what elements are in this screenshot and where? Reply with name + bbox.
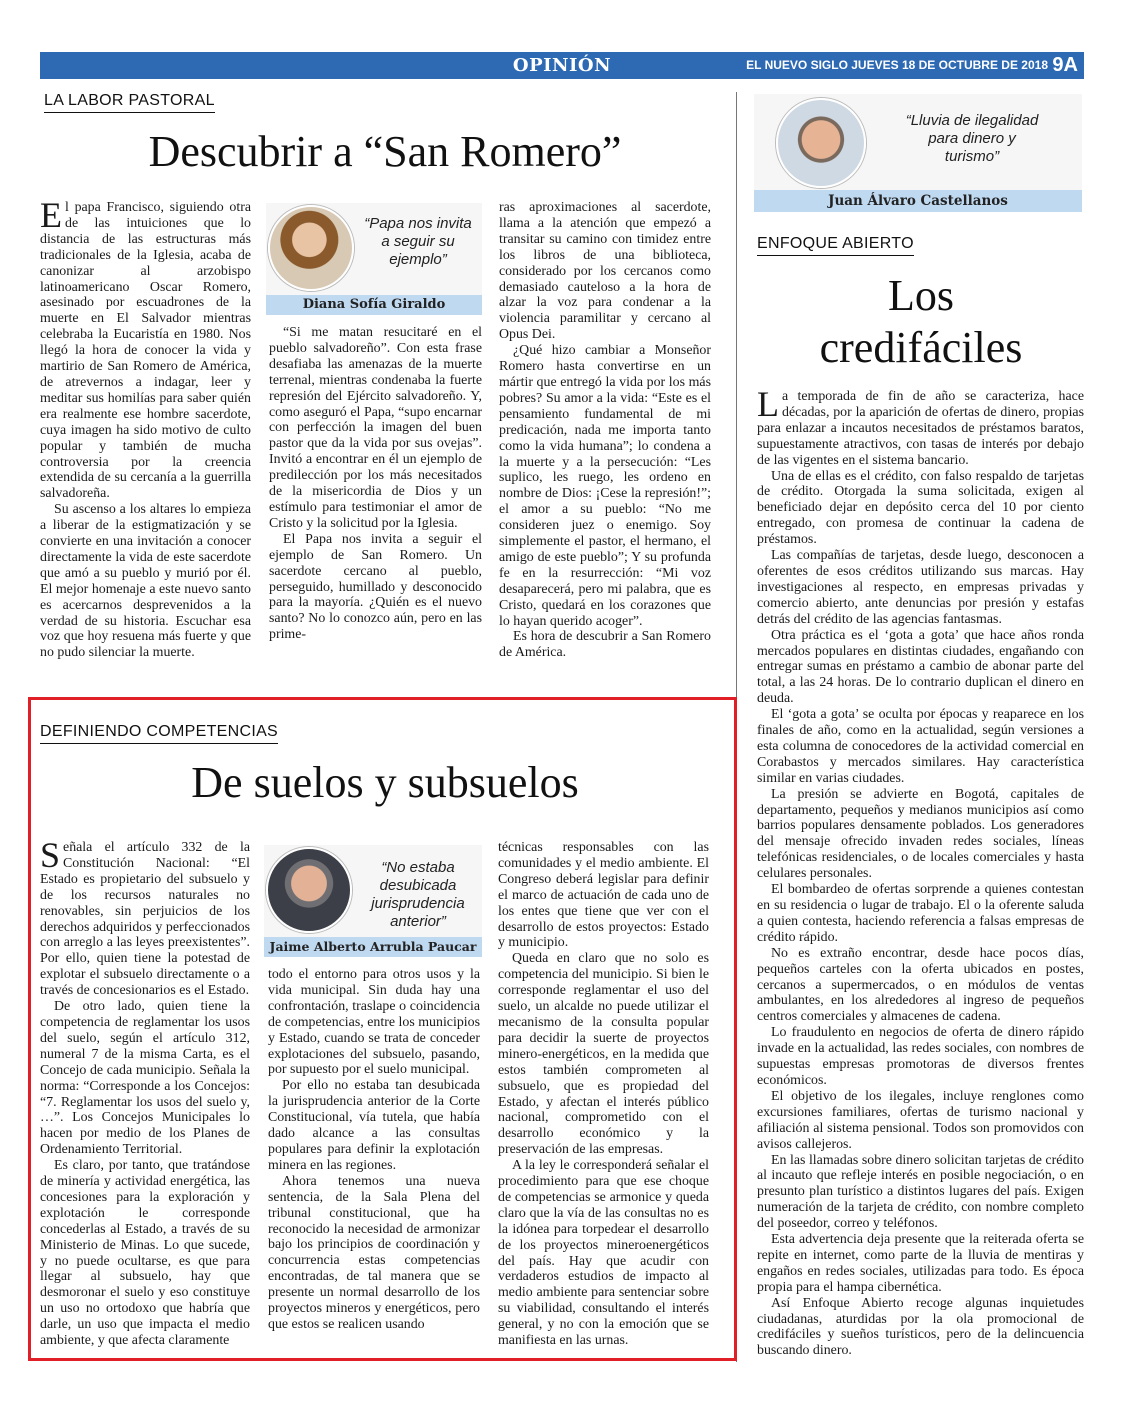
- dropcap: E: [40, 195, 62, 235]
- article3-title: [756, 270, 1086, 374]
- article1-kicker: LA LABOR PASTORAL: [44, 92, 215, 113]
- quote-box-giraldo: [266, 203, 482, 315]
- article1-column-2: “Si me matan resucitaré en el pueblo salvadoreño”. Con esta frase desafiaba las amenazas de la muerte terrenal, mientras condenaba la fuerte represión del Ejército salvadoreño. Y, como aseguró el Papa, “supo encarnar con perfección la imagen del buen pastor que da la vida por sus ovejas”. Invitó a encontrar en él un ejemplo de predilección por los más necesitados de la misericordia de Dios y un estímulo para testimoniar el amor de Cristo y la solicitud por la Iglesia. El Papa nos invita a seguir el ejemplo de San Romero. Un sacerdote cercano al pueblo, perseguido, humillado y desconocido para la mayoría. ¿Quién es el nuevo santo? No lo conozco aún, pero en las prime-: [269, 325, 482, 643]
- pull-quote: “Papa nos invita a seguir su ejemplo”: [364, 215, 472, 268]
- article1-column-3: ras aproximaciones al sacerdote, llama a la atención que empezó a transitar su camino con timidez entre los libros de una biblioteca, considerado por los cercanos como demasiado cauteloso a la hora de alzar la voz para condenar a la violencia paramilitar y cercano al Opus Dei. ¿Qué hizo cambiar a Monseñor Romero hasta convertirse en un mártir que entregó la vida por los más pobres? Su amor a la vida: “Este es el pensamiento fundamental de mi predicación, nada me importa tanto como la vida humana”; lo condena a la muerte y a la persecución: “Les suplico, les ruego, les ordeno en nombre de Dios: ¡Cese la represión!”; el amor a su pueblo: “No me consideren juez o enemigo. Soy simplemente el pastor, el hermano, el amigo de este pueblo”; Y su profunda fe en la resurrección: “Mi voz desaparecerá, pero mi palabra, que es Cristo, quedará en los corazones que lo hayan querido acoger”. Es hora de descubrir a San Romero de América.: [499, 200, 711, 661]
- page-number: 9A: [1052, 54, 1078, 76]
- article3-title-line2: credifáciles: [819, 323, 1023, 372]
- section-title: OPINIÓN: [512, 55, 612, 76]
- article3-body: La temporada de fin de año se caracteriza, hace décadas, por la aparición de ofertas de dinero, propias para enlazar a incautos necesitados de préstamos baratos, supuestamente atractivos, con tasas de interés por debajo de las vigentes en el sistema bancario. Una de ellas es el crédito, con falso respaldo de tarjetas de crédito. Otorgada la suma solicitada, exigen al beneficiado dejar en depósito cerca del 10 por ciento entregado, con promesa de continuar la cadena de préstamos. Las compañías de tarjetas, desde luego, desconocen a oferentes de esos créditos utilizando sus marcas. Hay investigaciones al respecto, en empresas privadas y comercio abierto, ante denuncias por presión y estafas detrás del crédito de las agencias fantasmas. Otra práctica es el ‘gota a gota’ que hace años ronda mercados populares en distintas ciudades, engañando con entregar sumas en préstamo a cambio de abonar parte del total, a las 24 horas. De lo contrario duplican el dinero en deuda. El ‘gota a gota’ se oculta por épocas y reaparece en los finales de año, como en la actualidad, según versiones a esta columna de conocedores de la actividad comercial en Corabastos y mercados similares. Hay característica similar en varias ciudades. La presión se advierte en Bogotá, capitales de departamento, pequeños y medianos municipios así como barrios populares densamente poblados. Los generadores del mensaje ofrecido invaden redes sociales, líneas telefónicas residenciales, o de locales comerciales y hasta celulares personales. El bombardeo de ofertas sorprende a quienes contestan en su residencia o lugar de trabajo. El o la oferente saluda a quien contesta, haciendo referencia a falsas empresas de crédito rápido. No es extraño encontrar, desde hace pocos días, pequeños carteles con la oferta ubicados en postes, cercanos a supermercados, o en módulos de ventas ambulantes, en los alrededores al ingreso de pequeños centros comerciales y almacenes de cadena. Lo fraudulento en negocios de oferta de dinero rápido invade en la actualidad, las redes sociales, con nombres de supuestas empresas promotoras de diversos frentes económicos. El objetivo de los ilegales, incluye renglones como excursiones familiares, ofertas de turismo nacional y afiliación al sistema pensional. Todos son promovidos con avisos callejeros. En las llamadas sobre dinero solicitan tarjetas de crédito al incauto que refleje interés en posible negociación, o en presunto plan turístico a distintos lugares del país. Exigen numeración de la tarjeta de crédito, con nombre completo del poseedor, correo y teléfonos. Esta advertencia deja presente que la reiterada oferta se repite en internet, como parte de la lluvia de mentiras y engaños en redes sociales, utilizadas para todo. Es época propia para el hampa cibernética. Así Enfoque Abierto recoge algunas inquietudes ciudadanas, aturdidas por la ola promocional de credifáciles y sueños turísticos, pero de la delincuencia buscando dinero.: [757, 384, 1084, 1359]
- article1-column-1: El papa Francisco, siguiendo otra de las intuiciones que lo distancia de las estructuras más tradicionales de la Iglesia, acaba de canonizar al arzobispo latinoamericano Oscar Romero, asesinado por escuadrones de la muerte en El Salvador mientras celebraba la Eucaristía en 1980. Nos llegó la hora de conocer la vida y martirio de San Romero de América, de atrevernos a indagar, leer y meditar sus homilías para saber quién era realmente ese hombre sacerdote, cuya imagen ha sido motivo de culto popular y también de mucha controversia por la creencia extendida de su cercanía a la guerrilla salvadoreña. Su ascenso a los altares lo empieza a liberar de la estigmatización y se convierte en una invitación a conocer directamente la vida de este sacerdote que amó a su pueblo y murió por él. El mejor homenaje a este nuevo santo es acercarnos desprevenidos a la verdad de su historia. Escuchar esa voz que hoy resuena más fuerte y que no pudo silenciar la muerte.: [40, 195, 251, 661]
- page-header: [40, 52, 1084, 79]
- article2-title: De suelos y subsuelos: [191, 758, 579, 807]
- columnist-photo: [776, 98, 866, 188]
- article1-title: Descubrir a “San Romero”: [148, 127, 622, 176]
- quote-box-castellanos: [754, 94, 1082, 212]
- columnist-photo: [268, 205, 354, 291]
- article2-column-1: Señala el artículo 332 de la Constitución Nacional: “El Estado es propietario del subsuelo y de los recursos naturales no renovables, sin perjuicios de los derechos adquiridos y perfeccionados con arreglo a las leyes preexistentes”. Por ello, quien tiene la potestad de explotar el subsuelo directamente o a través de concesionarios es el Estado. De otro lado, quien tiene la competencia de reglamentar los usos del suelo, según el artículo 312, numeral 7 de la misma Carta, es el Concejo de cada municipio. Señala la norma: “Corresponde a los Concejos: “7. Reglamentar los usos del suelo y, …”. Los Concejos Municipales lo hacen por medio de los Planes de Ordenamiento Territorial. Es claro, por tanto, que tratándose de minería y actividad energética, las concesiones para la exploración y explotación le corresponde concederlas al Estado, a través de su Ministerio de Minas. Lo que sucede, y no puede ocultarse, es que para llegar al subsuelo, hay que desmoronar el suelo y eso constituye un uso no ortodoxo que habría que darle, un uso que impacta el medio ambiente, y que afecta claramente: [40, 835, 250, 1349]
- columnist-name: Diana Sofía Giraldo: [266, 295, 482, 315]
- quote-box-arrubla: [264, 845, 482, 957]
- pull-quote: “No estaba desubicada jurisprudencia anterior”: [371, 859, 465, 930]
- dropcap: S: [40, 835, 61, 875]
- article3-title-line1: Los: [888, 271, 954, 320]
- edition-line: EL NUEVO SIGLO JUEVES 18 DE OCTUBRE DE 2018: [746, 58, 1048, 72]
- columnist-name: Jaime Alberto Arrubla Paucar: [264, 937, 482, 957]
- article2-column-3: técnicas responsables con las comunidades y el medio ambiente. El Congreso deberá legislar para definir el marco de actuación de cada uno de los entes que tiene que ver con el desarrollo de estos proyectos: Estado y municipio. Queda en claro que no solo es competencia del municipio. Si bien le corresponde reglamentar el uso del suelo, un alcalde no puede utilizar el mecanismo de la consulta popular para decidir la suerte de proyectos minero-energéticos, en la medida que estos también comprometen al subsuelo, que es propiedad del Estado, y afectan el interés público nacional, comprometido con el desarrollo económico y la preservación de las empresas. A la ley le corresponderá señalar el procedimiento para que ese choque de competencias se armonice y queda claro que la vía de las consultas no es la idónea para torpedear el desarrollo de los proyectos mineroenergéticos del país. Hay que acudir con verdaderos estudios de impacto al medio ambiente para sentenciar sobre su viabilidad, consultando el interés general, y no con la emoción que se manifiesta en las urnas.: [498, 840, 709, 1349]
- columnist-name: Juan Álvaro Castellanos: [754, 190, 1082, 212]
- dropcap: L: [757, 384, 779, 424]
- columnist-photo: [266, 847, 352, 933]
- article2-column-2: todo el entorno para otros usos y la vida municipal. Sin duda hay una confrontación, traslape o coincidencia de competencias, entre los municipios y Estado, cuando se trata de conceder explotaciones del subsuelo, pasando, por supuesto por el suelo municipal. Por ello no estaba tan desubicada la jurisprudencia anterior de la Corte Constitucional, vía tutela, que había dado alcance a las consultas populares para definir la explotación minera en las regiones. Ahora tenemos una nueva sentencia, de la Sala Plena del tribunal constitucional, que ha reconocido la necesidad de armonizar bajo los principios de coordinación y concurrencia estas competencias encontradas, de tal manera que se presente un normal desarrollo de los proyectos mineros y energéticos, pero que estos se realicen usando: [268, 967, 480, 1332]
- article3-kicker: ENFOQUE ABIERTO: [757, 235, 914, 256]
- pull-quote: “Lluvia de ilegalidad para dinero y turismo”: [905, 112, 1039, 165]
- article2-kicker: DEFINIENDO COMPETENCIAS: [40, 723, 278, 744]
